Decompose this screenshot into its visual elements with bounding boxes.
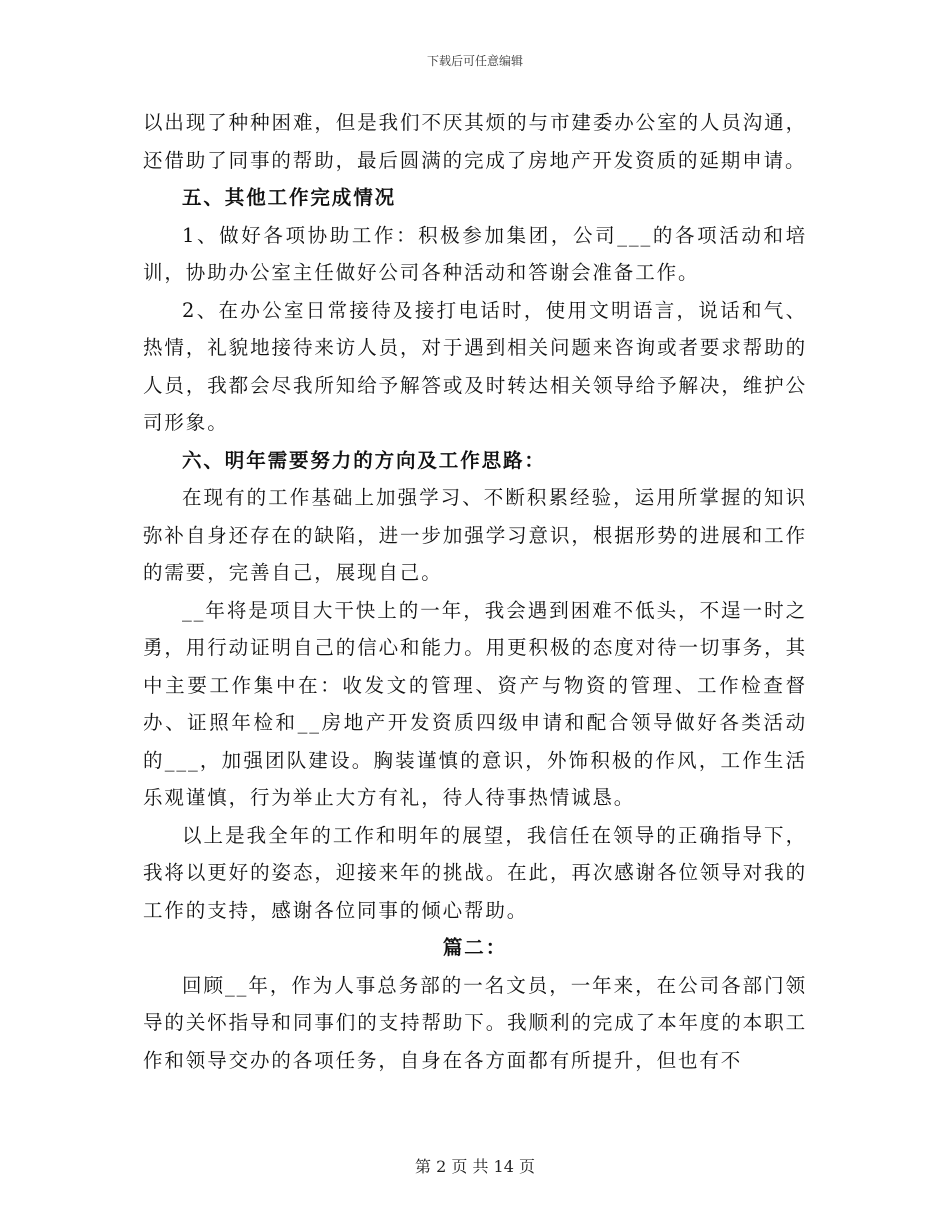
document-body <box>143 104 807 1079</box>
chapter-heading: 篇二： <box>442 936 508 959</box>
paragraph-plan-1: 在现有的工作基础上加强学习、不断积累经验，运用所掌握的知识弥补自身还存在的缺陷，进一步加强学习意识，根据形势的进展和工作的需要，完善自己，展现自己。 <box>143 486 807 584</box>
section-heading-5: 五、其他工作完成情况 <box>182 186 397 209</box>
paragraph-continued: 以出现了种种困难，但是我们不厌其烦的与市建委办公室的人员沟通，还借助了同事的帮助，最后圆满的完成了房地产开发资质的延期申请。 <box>143 111 807 172</box>
page-footer: 第 2 页 共 14 页 <box>415 1157 535 1176</box>
paragraph-plan-2: __年将是项目大干快上的一年，我会遇到困难不低头，不逞一时之勇，用行动证明自己的信心和能力。用更积极的态度对待一切事务，其中主要工作集中在：收发文的管理、资产与物资的管理、工作检查督办、证照年检和__房地产开发资质四级申请和配合领导做好各类活动的___，加强团队建设。胸装谨慎的意识，外饰积极的作风，工作生活乐观谨慎，行为举止大方有礼，待人待事热情诚恳。 <box>143 598 807 809</box>
paragraph-review: 回顾__年，作为人事总务部的一名文员，一年来，在公司各部门领导的关怀指导和同事们的支持帮助下。我顺利的完成了本年度的本职工作和领导交办的各项任务，自身在各方面都有所提升，但也有不 <box>143 973 807 1072</box>
paragraph-item-2: 2、在办公室日常接待及接打电话时，使用文明语言，说话和气、热情，礼貌地接待来访人员，对于遇到相关问题来咨询或者要求帮助的人员，我都会尽我所知给予解答或及时转达相关领导给予解决，维护公司形象。 <box>143 298 807 434</box>
section-heading-6: 六、明年需要努力的方向及工作思路： <box>182 448 546 472</box>
paragraph-item-1: 1、做好各项协助工作：积极参加集团，公司___的各项活动和培训，协助办公室主任做好公司各种活动和答谢会准备工作。 <box>143 223 807 284</box>
page-header: 下载后可任意编辑 <box>426 54 523 68</box>
paragraph-closing: 以上是我全年的工作和明年的展望，我信任在领导的正确指导下，我将以更好的姿态，迎接来年的挑战。在此，再次感谢各位领导对我的工作的支持，感谢各位同事的倾心帮助。 <box>143 823 807 922</box>
